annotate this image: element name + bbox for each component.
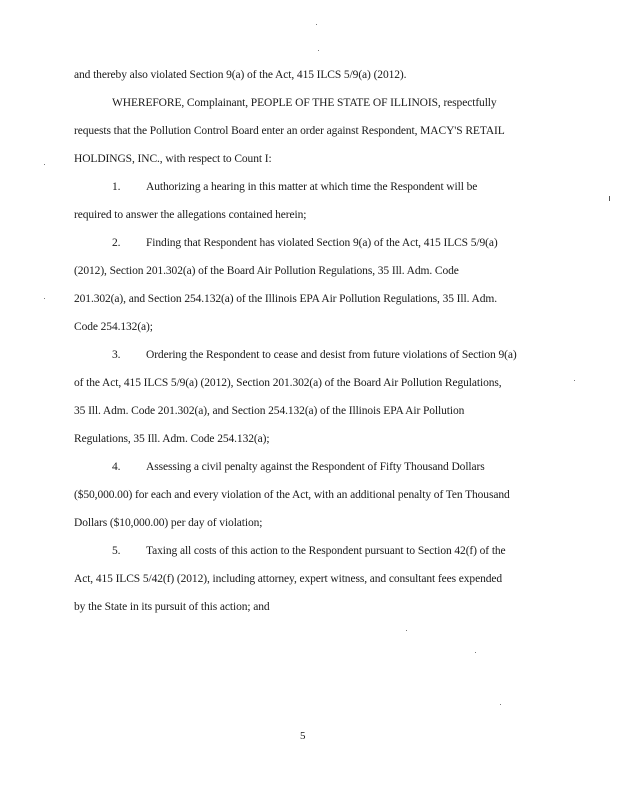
scan-mark	[609, 196, 610, 201]
item-text: Assessing a civil penalty against the Respondent of Fifty Thousand Dollars	[146, 461, 485, 473]
scan-speck	[500, 704, 501, 705]
scan-speck	[475, 652, 476, 653]
text-line: HOLDINGS, INC., with respect to Count I:	[74, 153, 272, 165]
item-number: 1.	[112, 181, 121, 193]
scan-speck	[574, 380, 575, 381]
text-line: (2012), Section 201.302(a) of the Board Air Pollution Regulations, 35 Ill. Adm. Code	[74, 265, 459, 277]
item-text: Finding that Respondent has violated Section 9(a) of the Act, 415 ILCS 5/9(a)	[146, 237, 498, 249]
text-line: by the State in its pursuit of this action; and	[74, 601, 270, 613]
scan-speck	[406, 630, 407, 631]
scan-speck	[44, 164, 45, 165]
text-line: WHEREFORE, Complainant, PEOPLE OF THE STATE OF ILLINOIS, respectfully	[112, 97, 497, 109]
text-line: Dollars ($10,000.00) per day of violation;	[74, 517, 263, 529]
item-number: 4.	[112, 461, 121, 473]
scan-speck	[318, 50, 319, 51]
text-line: and thereby also violated Section 9(a) of the Act, 415 ILCS 5/9(a) (2012).	[74, 69, 407, 81]
text-line: 35 Ill. Adm. Code 201.302(a), and Section 254.132(a) of the Illinois EPA Air Pollution	[74, 405, 465, 417]
text-line: required to answer the allegations contained herein;	[74, 209, 307, 221]
item-number: 5.	[112, 545, 121, 557]
text-line: 201.302(a), and Section 254.132(a) of the Illinois EPA Air Pollution Regulations, 35 Ill. Adm.	[74, 293, 497, 305]
text-line: Regulations, 35 Ill. Adm. Code 254.132(a);	[74, 433, 270, 445]
text-line: ($50,000.00) for each and every violation of the Act, with an additional penalty of Ten Thousand	[74, 489, 510, 501]
text-line: Code 254.132(a);	[74, 321, 153, 333]
item-text: Authorizing a hearing in this matter at which time the Respondent will be	[146, 181, 478, 193]
scan-speck	[316, 24, 317, 25]
text-line: Act, 415 ILCS 5/42(f) (2012), including attorney, expert witness, and consultant fees expended	[74, 573, 503, 585]
text-line: requests that the Pollution Control Board enter an order against Respondent, MACY'S RETAIL	[74, 125, 505, 137]
text-line: of the Act, 415 ILCS 5/9(a) (2012), Section 201.302(a) of the Board Air Pollution Regulations,	[74, 377, 502, 389]
page-number: 5	[300, 730, 306, 742]
item-number: 2.	[112, 237, 121, 249]
item-text: Taxing all costs of this action to the Respondent pursuant to Section 42(f) of the	[146, 545, 506, 557]
item-number: 3.	[112, 349, 121, 361]
item-text: Ordering the Respondent to cease and desist from future violations of Section 9(a)	[146, 349, 517, 361]
scan-speck	[44, 298, 45, 299]
